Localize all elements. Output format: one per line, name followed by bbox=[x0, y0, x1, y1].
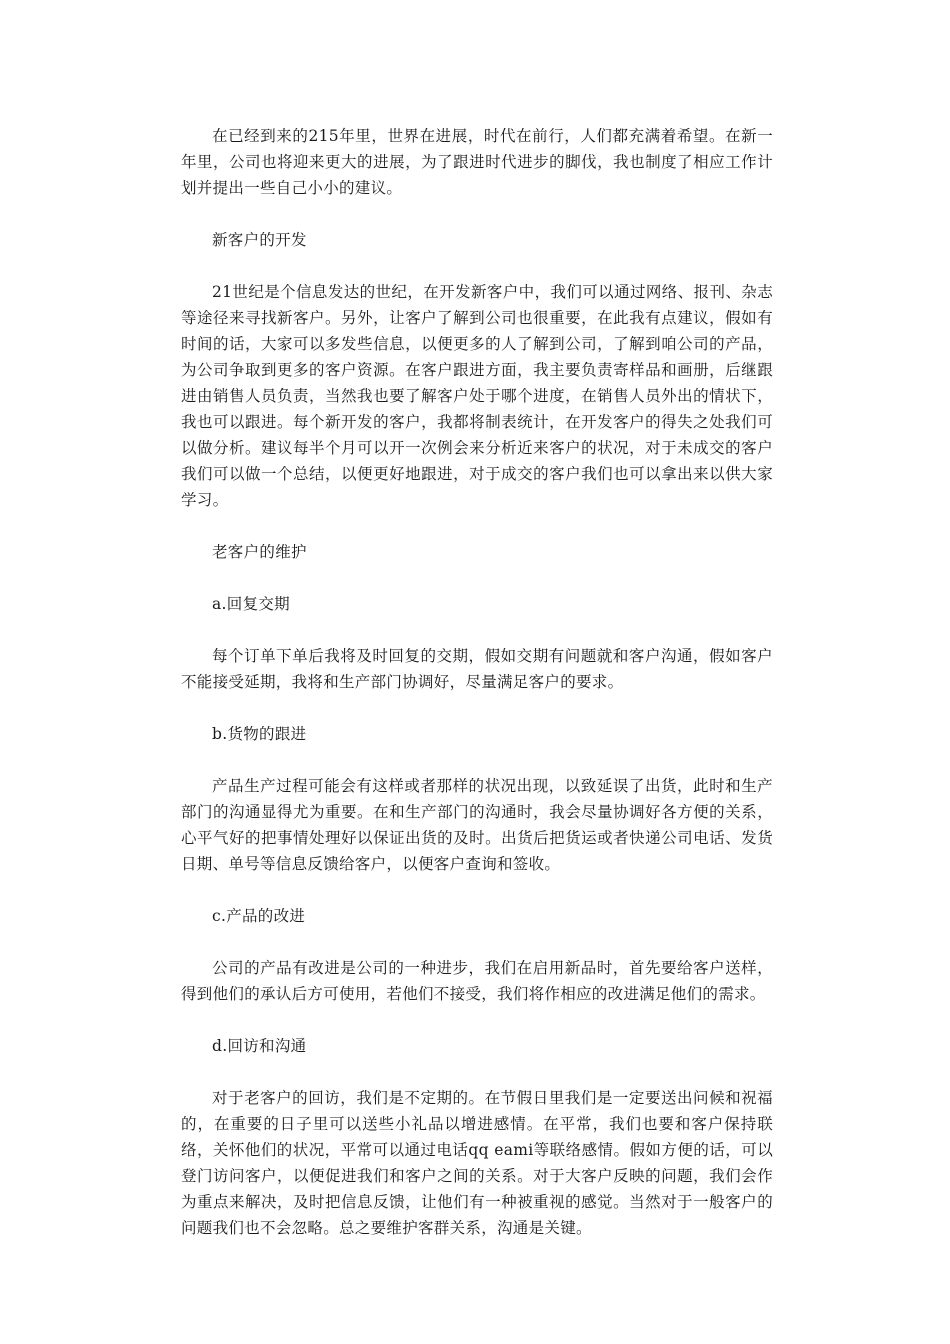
subheading-delivery-reply: a.回复交期 bbox=[212, 595, 290, 613]
subheading-product-improvement: c.产品的改进 bbox=[212, 907, 306, 925]
visits-communication-paragraph: 对于老客户的回访，我们是不定期的。在节假日里我们是一定要送出问候和祝福的，在重要的日子里可以送些小礼品以增进感情。在平常，我们也要和客户保持联络，关怀他们的状况，平常可以通过电话qq eami等联络感情。假如方便的话，可以登门访问客户，以便促进我们和客户之间的关系。对于大客户反映的问题，我们会作为重点来解决，及时把信息反馈，让他们有一种被重视的感觉。当然对于一般客户的问题我们也不会忽略。总之要维护客群关系，沟通是关键。 bbox=[181, 1089, 773, 1237]
section-heading-existing-customers: 老客户的维护 bbox=[212, 543, 307, 561]
intro-paragraph: 在已经到来的215年里，世界在进展，时代在前行，人们都充满着希望。在新一年里，公司也将迎来更大的进展，为了跟进时代进步的脚伐，我也制度了相应工作计划并提出一些自己小小的建议。 bbox=[181, 127, 773, 197]
subheading-goods-follow-up: b.货物的跟进 bbox=[212, 725, 307, 743]
section-heading-new-customers: 新客户的开发 bbox=[212, 231, 307, 249]
product-improvement-paragraph: 公司的产品有改进是公司的一种进步，我们在启用新品时，首先要给客户送样，得到他们的承认后方可使用，若他们不接受，我们将作相应的改进满足他们的需求。 bbox=[181, 959, 773, 1003]
subheading-visits-communication: d.回访和沟通 bbox=[212, 1037, 307, 1055]
document-body bbox=[181, 123, 773, 1267]
new-customers-paragraph: 21世纪是个信息发达的世纪，在开发新客户中，我们可以通过网络、报刊、杂志等途径来寻找新客户。另外，让客户了解到公司也很重要，在此我有点建议，假如有时间的话，大家可以多发些信息，以便更多的人了解到公司，了解到咱公司的产品，为公司争取到更多的客户资源。在客户跟进方面，我主要负责寄样品和画册，后继跟进由销售人员负责，当然我也要了解客户处于哪个进度，在销售人员外出的情状下，我也可以跟进。每个新开发的客户，我都将制表统计，在开发客户的得失之处我们可以做分析。建议每半个月可以开一次例会来分析近来客户的状况，对于未成交的客户我们可以做一个总结，以便更好地跟进，对于成交的客户我们也可以拿出来以供大家学习。 bbox=[181, 283, 773, 509]
delivery-reply-paragraph: 每个订单下单后我将及时回复的交期，假如交期有问题就和客户沟通，假如客户不能接受延期，我将和生产部门协调好，尽量满足客户的要求。 bbox=[181, 647, 773, 691]
goods-follow-up-paragraph: 产品生产过程可能会有这样或者那样的状况出现，以致延误了出货，此时和生产部门的沟通显得尤为重要。在和生产部门的沟通时，我会尽量协调好各方便的关系，心平气好的把事情处理好以保证出货的及时。出货后把货运或者快递公司电话、发货日期、单号等信息反馈给客户，以便客户查询和签收。 bbox=[181, 777, 773, 873]
